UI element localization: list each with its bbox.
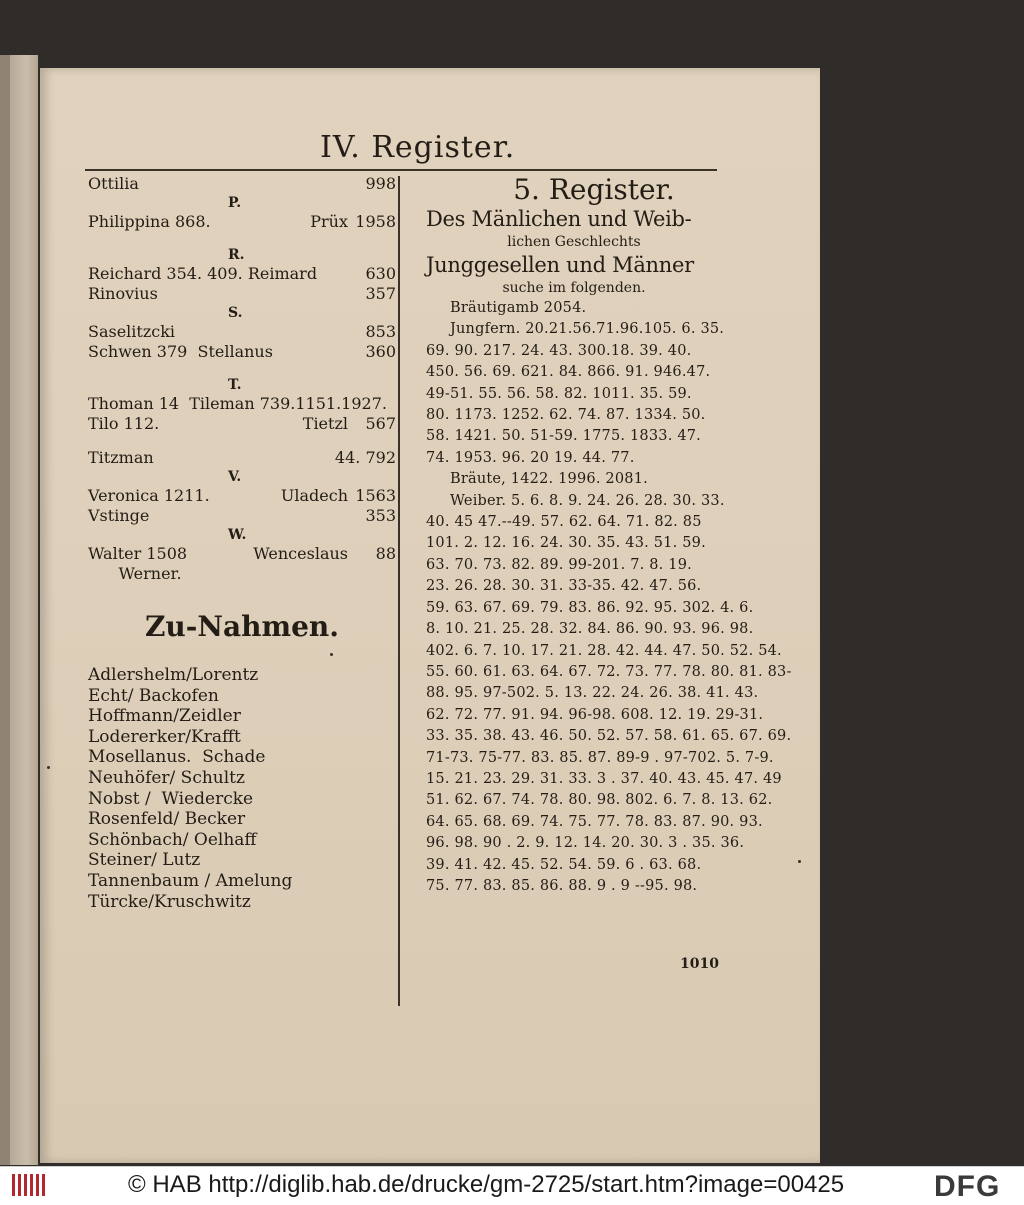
entry-number: 353 — [365, 506, 396, 525]
entry-number: 998 — [365, 174, 396, 193]
register-heading-2: Junggesellen und Männer — [426, 253, 694, 277]
index-entry — [88, 448, 396, 468]
surname-entry: Adlershelm/Lorentz — [88, 665, 259, 685]
entry-name: Veronica 1211. — [88, 486, 210, 505]
hab-logo-icon — [8, 1170, 48, 1200]
index-entry — [88, 394, 396, 414]
index-entry — [88, 322, 396, 342]
ink-speck — [330, 653, 333, 656]
footer-bar — [0, 1166, 1024, 1205]
entry-name: Vstinge — [88, 506, 150, 525]
register-line: 71-73. 75-77. 83. 85. 87. 89-9 . 97-702. 5. 7-9. — [426, 749, 774, 766]
register-line: 74. 1953. 96. 20 19. 44. 77. — [426, 449, 635, 466]
index-letter: P. — [228, 195, 242, 211]
entry-name: Saselitzcki — [88, 322, 176, 341]
entry-number: 1958 — [355, 212, 396, 231]
index-entry — [88, 414, 396, 434]
entry-number: 44. 792 — [334, 448, 396, 467]
index-entry — [88, 264, 396, 284]
register-line: Jungfern. 20.21.56.71.96.105. 6. 35. — [450, 321, 725, 338]
index-entry — [88, 564, 396, 584]
entry-number: 360 — [365, 342, 396, 361]
ink-speck — [47, 766, 50, 769]
entry-number: 567 — [365, 414, 396, 433]
right-column — [426, 173, 792, 897]
surname-list — [88, 665, 396, 912]
register-line: 51. 62. 67. 74. 78. 80. 98. 802. 6. 7. 8. 13. 62. — [426, 792, 773, 809]
entry-name: Rinovius — [88, 284, 158, 303]
index-entry — [88, 544, 396, 564]
copyright-link[interactable]: © HAB http://diglib.hab.de/drucke/gm-2725/start.htm?image=00425 — [128, 1171, 845, 1198]
ink-speck — [798, 860, 801, 863]
register-line: 88. 95. 97-502. 5. 13. 22. 24. 26. 38. 41. 43. — [426, 685, 759, 702]
register-line: 59. 63. 67. 69. 79. 83. 86. 92. 95. 302. 4. 6. — [426, 599, 754, 616]
register-line: 39. 41. 42. 45. 52. 54. 59. 6 . 63. 68. — [426, 856, 702, 873]
register-line: 80. 1173. 1252. 62. 74. 87. 1334. 50. — [426, 407, 706, 424]
register-line: 450. 56. 69. 621. 84. 866. 91. 946.47. — [426, 364, 711, 381]
entry-number: 88 — [375, 544, 396, 563]
page-number: 1010 — [680, 956, 719, 972]
header-rule — [85, 169, 717, 171]
surname-entry: Mosellanus. Schade — [88, 747, 266, 768]
register-line: 75. 77. 83. 85. 86. 88. 9 . 9 --95. 98. — [426, 877, 698, 894]
running-head: IV. Register. — [320, 130, 516, 165]
register-line: 15. 21. 23. 29. 31. 33. 3 . 37. 40. 43. 45. 47. 49 — [426, 770, 782, 787]
surname-entry: Echt/ Backofen — [88, 685, 219, 706]
entry-name: Thoman 14 Tileman 739.1151.1927. — [88, 394, 387, 413]
entry-number: 357 — [365, 284, 396, 303]
surname-entry: Lodererker/Krafft — [88, 726, 241, 747]
register-line: 69. 90. 217. 24. 43. 300.18. 39. 40. — [426, 342, 692, 359]
register-line: 101. 2. 12. 16. 24. 30. 35. 43. 51. 59. — [426, 535, 706, 552]
register-line: 33. 35. 38. 43. 46. 50. 52. 57. 58. 61. 65. 67. 69. — [426, 728, 792, 745]
register-line: Weiber. 5. 6. 8. 9. 24. 26. 28. 30. 33. — [450, 492, 725, 509]
surname-entry: Türcke/Kruschwitz — [88, 891, 251, 912]
entry-second-name: Uladech — [280, 486, 348, 505]
register-line: 58. 1421. 50. 51-59. 1775. 1833. 47. — [426, 428, 701, 445]
book-page — [40, 68, 820, 1163]
surname-entry: Steiner/ Lutz — [88, 850, 201, 871]
dfg-logo: DFG — [934, 1170, 1001, 1203]
index-letter: V. — [228, 469, 242, 485]
entry-number: 1563 — [355, 486, 396, 505]
left-column — [88, 174, 396, 912]
spacer — [88, 434, 396, 448]
register-line: 64. 65. 68. 69. 74. 75. 77. 78. 83. 87. 90. 93. — [426, 813, 763, 830]
index-entry — [88, 486, 396, 506]
entry-name: Ottilia — [88, 174, 139, 193]
surname-entry: Neuhöfer/ Schultz — [88, 767, 245, 788]
register-line: 40. 45 47.--49. 57. 62. 64. 71. 82. 85 — [426, 514, 702, 531]
register-heading-1: Des Mänlichen und Weib- — [426, 207, 692, 231]
register-line: 23. 26. 28. 30. 31. 33-35. 42. 47. 56. — [426, 578, 702, 595]
spacer — [88, 232, 396, 246]
register-line: 62. 72. 77. 91. 94. 96-98. 608. 12. 19. 29-31. — [426, 706, 764, 723]
entry-name: Schwen 379 Stellanus — [88, 342, 273, 361]
entry-name: Tilo 112. — [88, 414, 160, 433]
index-entries — [88, 174, 396, 584]
register-line: 402. 6. 7. 10. 17. 21. 28. 42. 44. 47. 50. 52. 54. — [426, 642, 782, 659]
index-entry — [88, 212, 396, 232]
entry-name: Werner. — [88, 564, 182, 583]
register-line: Bräute, 1422. 1996. 2081. — [450, 471, 648, 488]
book-spine-shadow — [0, 55, 10, 1165]
entry-name: Reichard 354. 409. Reimard — [88, 264, 318, 283]
entry-name: Titzman — [88, 448, 154, 467]
entry-second-name: Wenceslaus — [253, 544, 348, 563]
register-heading-1b: lichen Geschlechts — [507, 234, 641, 250]
spacer — [88, 362, 396, 376]
surname-entry: Nobst / Wiedercke — [88, 788, 254, 809]
entry-number: 630 — [365, 264, 396, 283]
entry-second-name: Prüx — [310, 212, 348, 231]
register-line: 8. 10. 21. 25. 28. 32. 84. 86. 90. 93. 96. 98. — [426, 621, 754, 638]
surname-entry: Schönbach/ Oelhaff — [88, 829, 257, 850]
entry-name: Philippina 868. — [88, 212, 211, 231]
column-rule — [398, 176, 400, 1006]
entry-name: Walter 1508 — [88, 544, 188, 563]
index-letter: S. — [228, 305, 243, 321]
register-line: Bräutigamb 2054. — [450, 300, 587, 316]
register-line: 63. 70. 73. 82. 89. 99-201. 7. 8. 19. — [426, 556, 692, 573]
entry-second-name: Tietzl — [302, 414, 348, 433]
index-entry — [88, 284, 396, 304]
register-line: 49-51. 55. 56. 58. 82. 1011. 35. 59. — [426, 385, 692, 402]
surname-entry: Hoffmann/Zeidler — [88, 706, 241, 727]
section-title-surnames: Zu-Nahmen. — [144, 610, 340, 643]
register-line: 96. 98. 90 . 2. 9. 12. 14. 20. 30. 3 . 35. 36. — [426, 835, 745, 852]
surname-entry: Tannenbaum / Amelung — [88, 870, 293, 891]
index-letter: R. — [228, 247, 245, 263]
index-letter: W. — [228, 527, 247, 543]
register-title: 5. Register. — [513, 173, 675, 206]
register-heading-2b: suche im folgenden. — [502, 280, 646, 296]
entry-number: 853 — [365, 322, 396, 341]
index-letter: T. — [228, 377, 242, 393]
surname-entry: Rosenfeld/ Becker — [88, 809, 246, 830]
index-entry — [88, 506, 396, 526]
index-entry — [88, 174, 396, 194]
index-entry — [88, 342, 396, 362]
register-line: 55. 60. 61. 63. 64. 67. 72. 73. 77. 78. 80. 81. 83- — [426, 663, 792, 680]
register-number-lines — [426, 298, 792, 897]
